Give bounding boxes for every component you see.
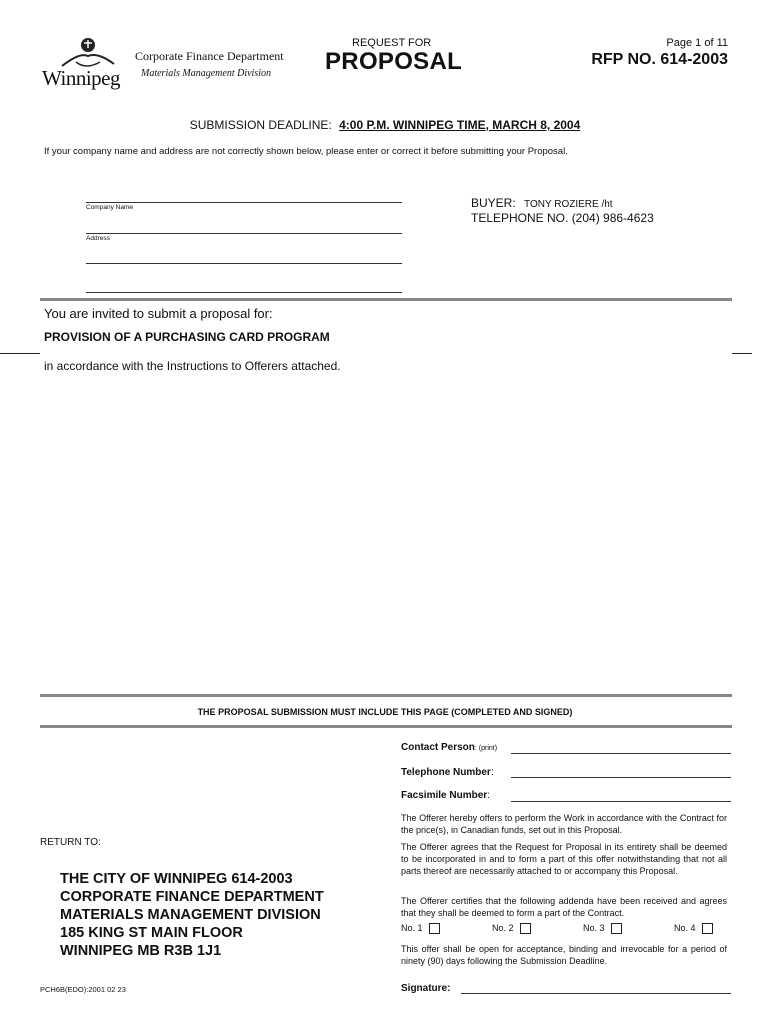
buyer-label: BUYER:	[471, 196, 516, 210]
return-address	[60, 870, 324, 960]
deadline-value: 4:00 P.M. WINNIPEG TIME, MARCH 8, 2004	[339, 118, 581, 132]
return-address-line-3: MATERIALS MANAGEMENT DIVISION	[60, 907, 321, 923]
rfp-number: RFP NO. 614-2003	[591, 51, 728, 68]
address-field-3[interactable]	[86, 291, 402, 293]
contact-person-label: Contact Person	[401, 742, 475, 753]
invitation-intro: You are invited to submit a proposal for:	[44, 306, 273, 321]
terms-offer: The Offerer hereby offers to perform the Work in accordance with the Contract for the price(s), in Canadian funds, set out in this Proposal.	[401, 813, 727, 835]
address-label: Address	[86, 235, 110, 242]
contact-person-hint: : (print)	[474, 745, 498, 752]
page-number: Page 1 of 11	[666, 37, 728, 49]
request-for-label: REQUEST FOR	[352, 37, 432, 49]
return-address-line-5: WINNIPEG MB R3B 1J1	[60, 943, 222, 959]
banner-divider	[40, 725, 732, 728]
terms-validity: This offer shall be open for acceptance, binding and irrevocable for a period of ninety (90) days following the Submission Deadline.	[401, 944, 727, 966]
section-divider-bottom	[40, 694, 732, 697]
invitation-accordance: in accordance with the Instructions to Offerers attached.	[44, 359, 341, 373]
deadline-label: SUBMISSION DEADLINE:	[189, 118, 332, 132]
address-field-1[interactable]	[86, 232, 402, 234]
addendum-4	[674, 923, 713, 934]
terms-incorporation: The Offerer agrees that the Request for Proposal in its entirety shall be deemed to be incorporated in and to form a part of this offer notwithstanding that not all parts thereof are necessarily attached to or accompany this Proposal.	[401, 842, 727, 876]
margin-mark-right	[732, 353, 752, 354]
addendum-4-label: No. 4	[674, 923, 696, 933]
proposal-heading: PROPOSAL	[325, 48, 463, 75]
addendum-2-label: No. 2	[492, 923, 514, 933]
company-name-label: Company Name	[86, 204, 133, 211]
submission-deadline	[0, 118, 770, 132]
telephone-colon: :	[491, 767, 494, 778]
addendum-3	[583, 923, 622, 934]
invitation-title: PROVISION OF A PURCHASING CARD PROGRAM	[44, 330, 330, 344]
addendum-3-label: No. 3	[583, 923, 605, 933]
facsimile-number-input[interactable]	[511, 800, 731, 802]
return-to-label: RETURN TO:	[40, 837, 101, 848]
addendum-1	[401, 923, 440, 934]
logo-wordmark: Winnipeg	[42, 66, 120, 90]
margin-mark-left	[0, 353, 40, 354]
buyer-line	[471, 196, 613, 210]
addendum-4-checkbox[interactable]	[702, 923, 713, 934]
form-code: PCH6B(EDO):2001 02 23	[40, 985, 126, 994]
buyer-name: TONY ROZIERE /ht	[524, 199, 613, 210]
submission-banner: THE PROPOSAL SUBMISSION MUST INCLUDE THIS PAGE (COMPLETED AND SIGNED)	[197, 707, 573, 717]
address-field-2[interactable]	[86, 262, 402, 264]
addendum-2	[492, 923, 531, 934]
terms-addenda: The Offerer certifies that the following addenda have been received and agrees that they shall be deemed to form a part of the Contract.	[401, 896, 727, 918]
addendum-2-checkbox[interactable]	[520, 923, 531, 934]
facsimile-colon: :	[487, 790, 490, 801]
division-name: Materials Management Division	[141, 68, 271, 79]
return-address-line-2: CORPORATE FINANCE DEPARTMENT	[60, 889, 324, 905]
signature-input[interactable]	[461, 992, 731, 994]
section-divider-top	[40, 298, 732, 301]
company-name-field[interactable]	[86, 201, 402, 203]
addendum-1-checkbox[interactable]	[429, 923, 440, 934]
department-name: Corporate Finance Department	[135, 49, 284, 63]
return-address-line-1: THE CITY OF WINNIPEG 614-2003	[60, 871, 293, 887]
contact-person-input[interactable]	[511, 752, 731, 754]
addendum-1-label: No. 1	[401, 923, 423, 933]
telephone-number-label: Telephone Number	[401, 767, 491, 778]
signature-label: Signature:	[401, 983, 451, 994]
city-logo	[40, 34, 126, 96]
addendum-3-checkbox[interactable]	[611, 923, 622, 934]
addenda-row	[401, 923, 731, 937]
buyer-telephone: TELEPHONE NO. (204) 986-4623	[471, 211, 654, 225]
facsimile-number-label: Facsimile Number	[401, 790, 488, 801]
return-address-line-4: 185 KING ST MAIN FLOOR	[60, 925, 243, 941]
address-instructions: If your company name and address are not correctly shown below, please enter or correct it before submitting your Proposal.	[44, 146, 568, 157]
telephone-number-input[interactable]	[511, 776, 731, 778]
contact-person-row	[401, 742, 497, 753]
